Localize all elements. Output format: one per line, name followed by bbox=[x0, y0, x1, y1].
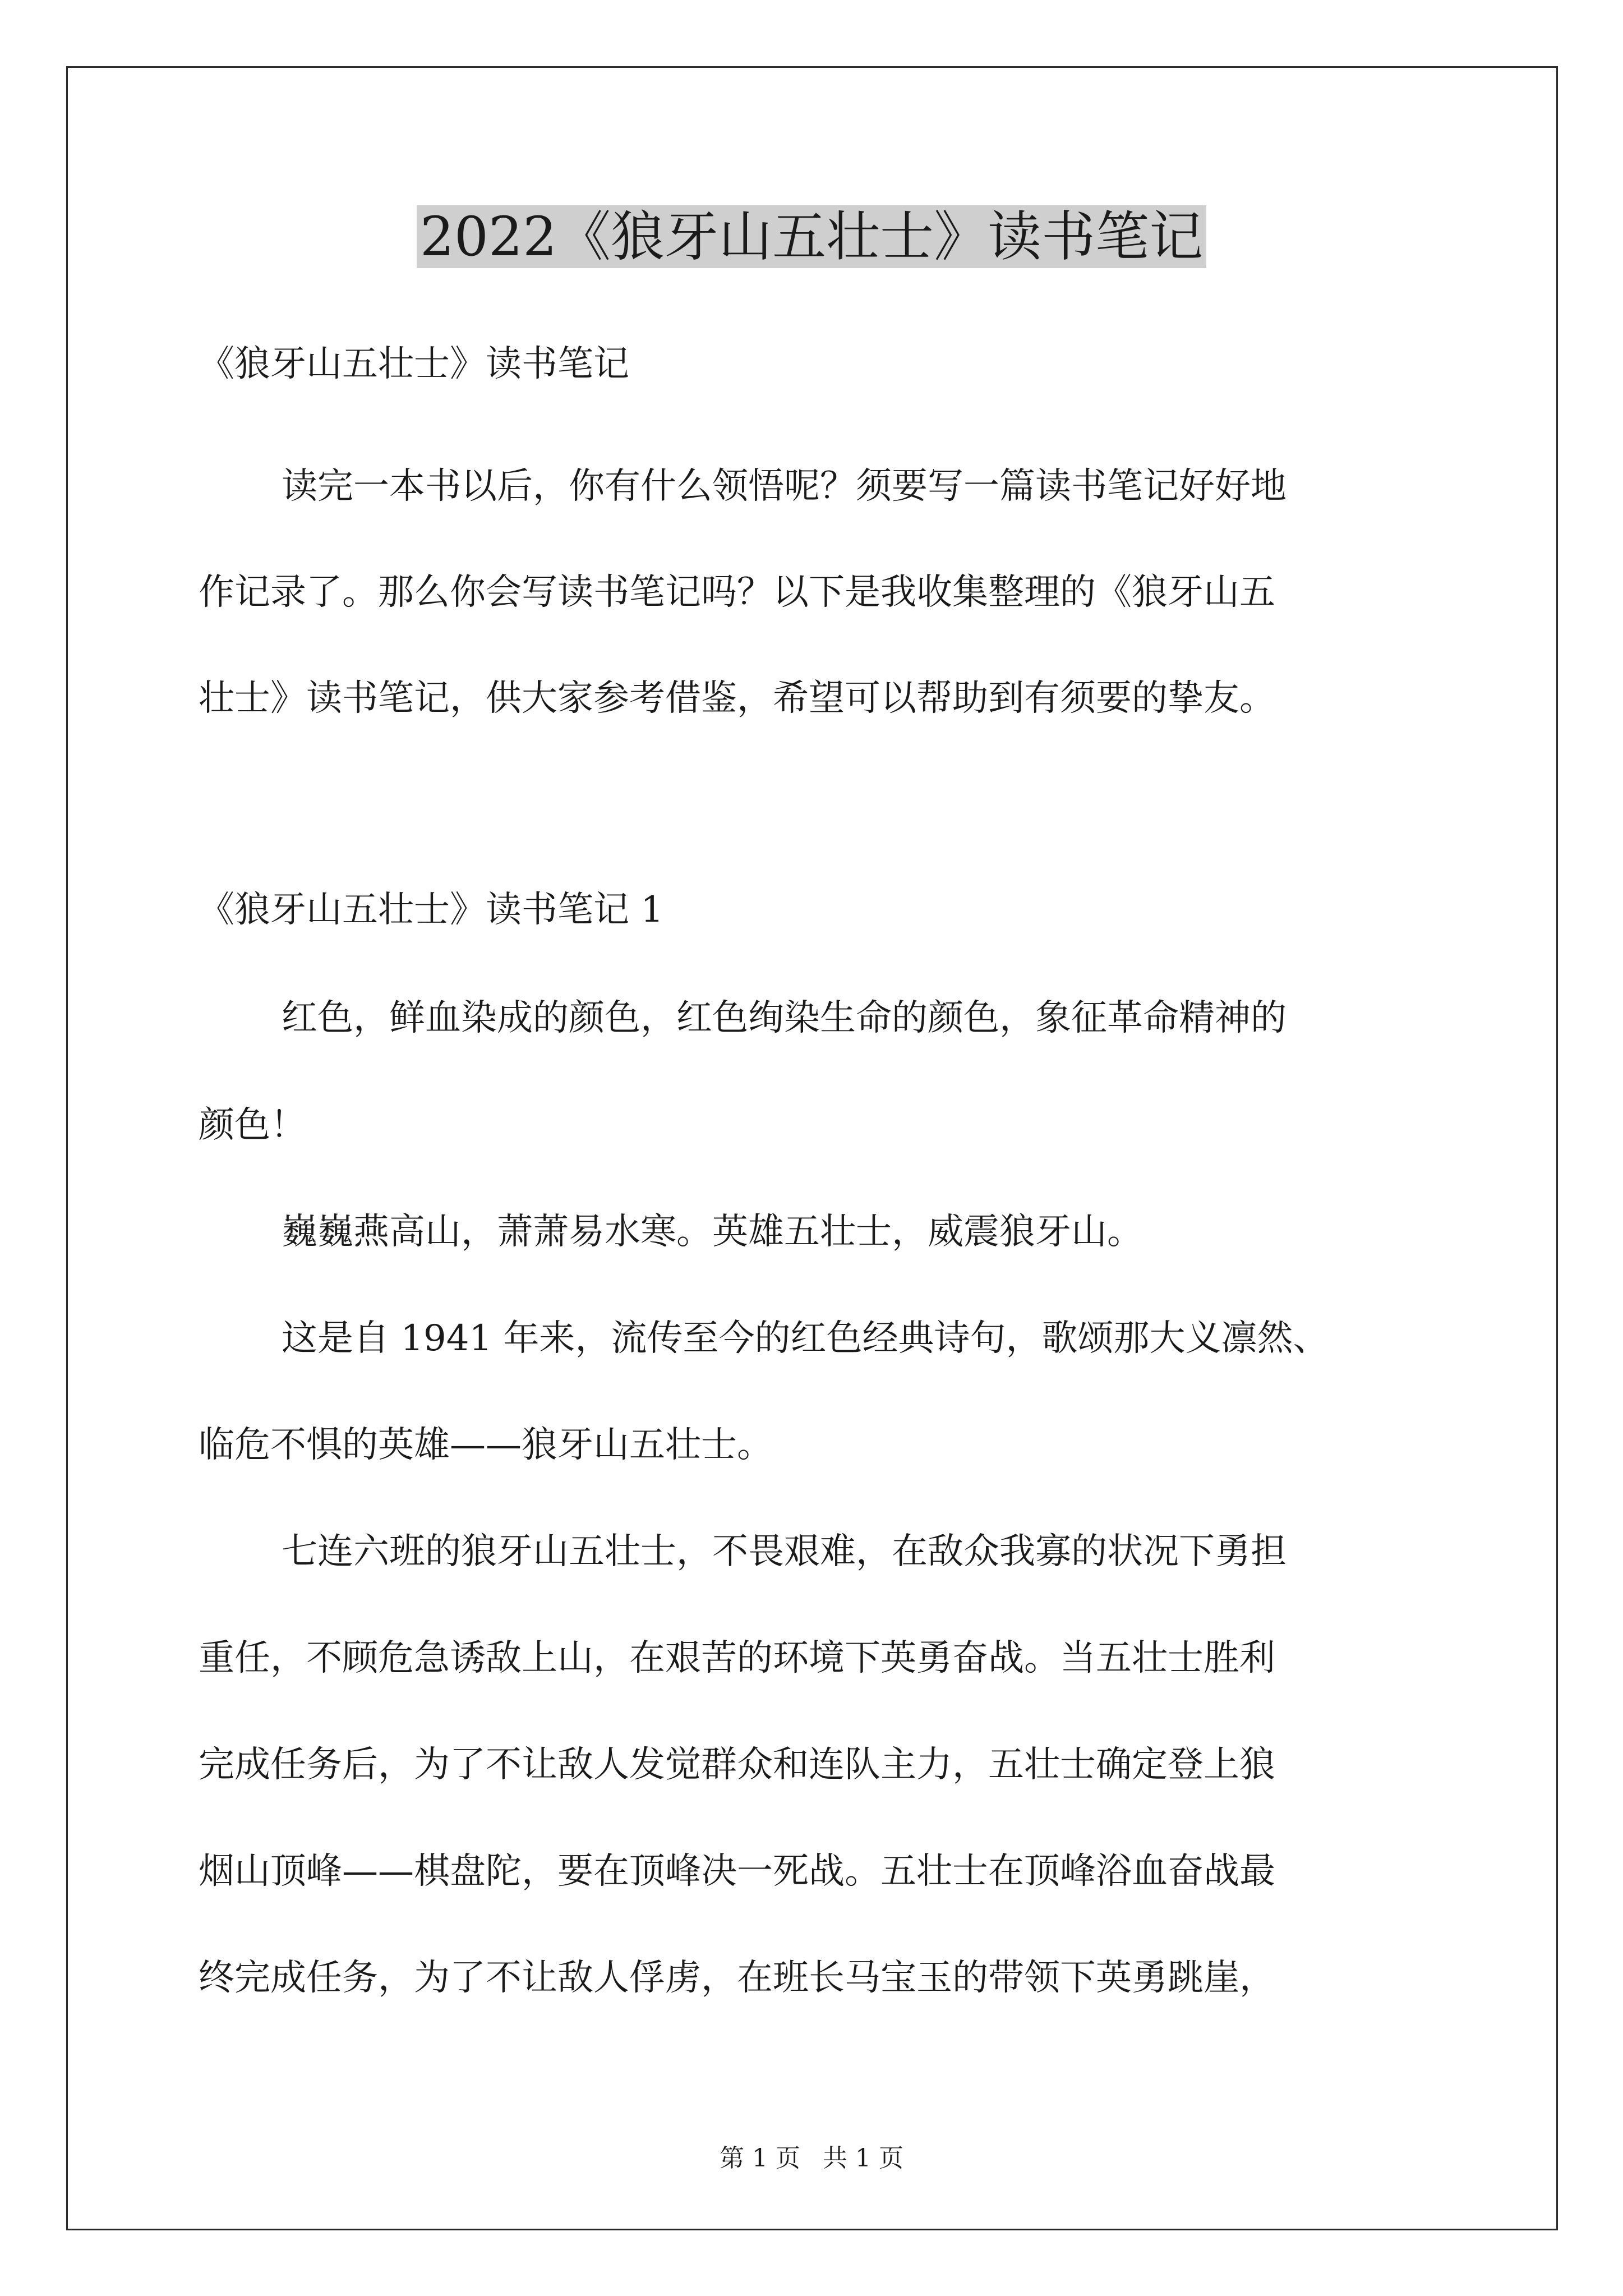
section-heading: 《狼牙山五壮士》读书笔记 1 bbox=[199, 889, 664, 931]
page-footer bbox=[0, 2142, 1623, 2175]
paragraph-line: 七连六班的狼牙山五壮士，不畏艰难，在敌众我寡的状况下勇担 bbox=[282, 1531, 1287, 1572]
paragraph-line: 作记录了。那么你会写读书笔记吗？以下是我收集整理的《狼牙山五 bbox=[199, 572, 1275, 613]
page-total: 共 1 页 bbox=[823, 2144, 903, 2173]
paragraph-line: 烟山顶峰——棋盘陀，要在顶峰决一死战。五壮士在顶峰浴血奋战最 bbox=[199, 1851, 1275, 1892]
paragraph-line: 终完成任务，为了不让敌人俘虏，在班长马宝玉的带领下英勇跳崖， bbox=[199, 1957, 1275, 1999]
paragraph-line: 红色，鲜血染成的颜色，红色绚染生命的颜色，象征革命精神的 bbox=[282, 997, 1287, 1039]
document-title bbox=[0, 197, 1623, 276]
paragraph-line: 临危不惧的英雄——狼牙山五壮士。 bbox=[199, 1424, 773, 1466]
page-number: 第 1 页 bbox=[720, 2144, 800, 2173]
paragraph-line: 这是自 1941 年来，流传至今的红色经典诗句，歌颂那大义凛然、 bbox=[282, 1318, 1329, 1359]
subtitle-line: 《狼牙山五壮士》读书笔记 bbox=[199, 343, 629, 385]
paragraph-line: 完成任务后，为了不让敌人发觉群众和连队主力，五壮士确定登上狼 bbox=[199, 1744, 1275, 1786]
paragraph-line: 巍巍燕高山，萧萧易水寒。英雄五壮士，威震狼牙山。 bbox=[282, 1211, 1143, 1253]
title-highlight: 2022《狼牙山五壮士》读书笔记 bbox=[417, 205, 1206, 268]
paragraph-line: 重任，不顾危急诱敌上山，在艰苦的环境下英勇奋战。当五壮士胜利 bbox=[199, 1637, 1275, 1679]
paragraph-line: 壮士》读书笔记，供大家参考借鉴，希望可以帮助到有须要的挚友。 bbox=[199, 678, 1275, 719]
paragraph-line: 颜色！ bbox=[199, 1105, 306, 1146]
paragraph-line: 读完一本书以后，你有什么领悟呢？须要写一篇读书笔记好好地 bbox=[282, 466, 1287, 507]
